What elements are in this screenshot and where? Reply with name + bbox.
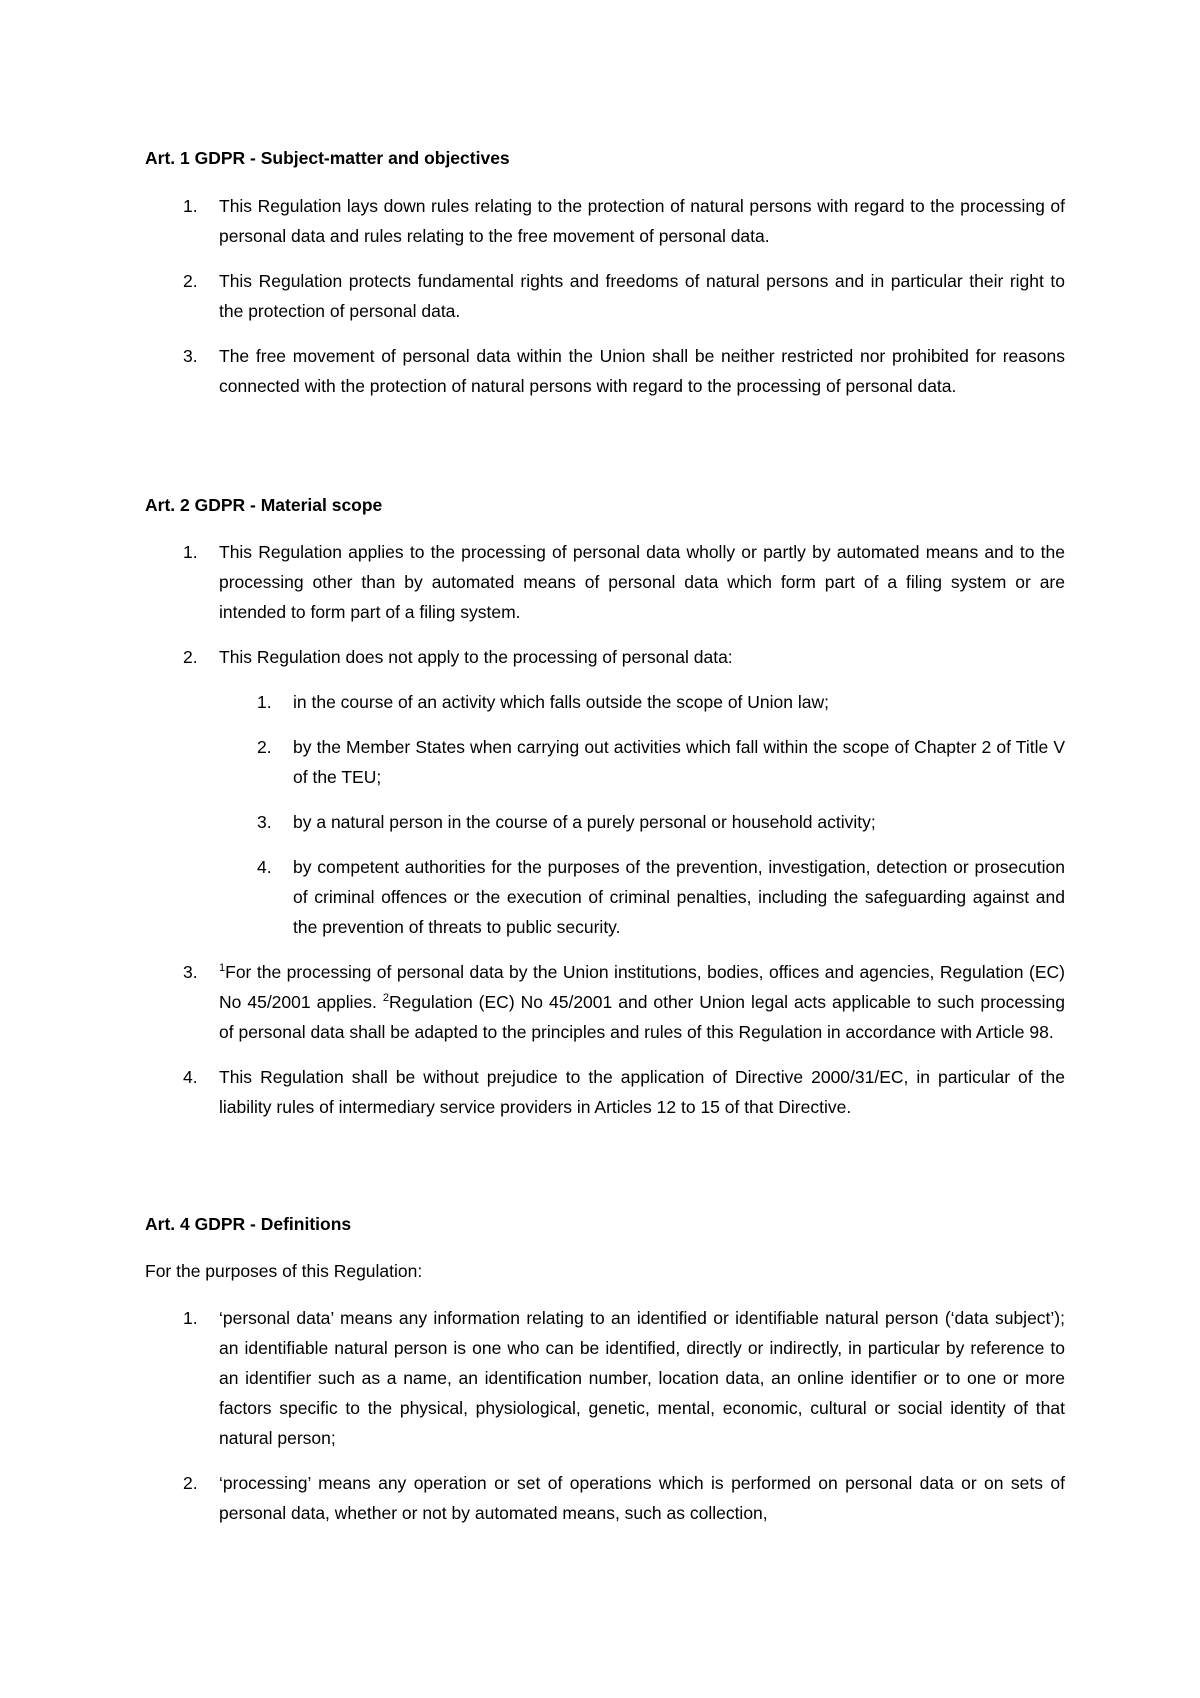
article-1-list (145, 191, 1065, 401)
article-2-item-1 (145, 537, 1065, 627)
article-2-list (145, 537, 1065, 1122)
sentence-number: 1 (219, 962, 226, 975)
list-number: 3. (257, 812, 272, 832)
article-2-item-3 (145, 957, 1065, 1047)
list-number: 1. (183, 1308, 198, 1328)
article-2-subitem-1 (145, 687, 1065, 717)
article-4-item-1 (145, 1303, 1065, 1453)
list-text: Regulation (EC) No 45/2001 and other Union legal acts applicable to such processing of personal data shall be adapted to the principles and rules of this Regulation in accordance with Article 98. (219, 992, 1065, 1042)
article-1-item-2 (145, 266, 1065, 326)
list-text: The free movement of personal data within the Union shall be neither restricted nor prohibited for reasons connected with the protection of natural persons with regard to the processing of personal data. (219, 346, 1065, 396)
article-1-item-3 (145, 341, 1065, 401)
list-text: ‘processing’ means any operation or set of operations which is performed on personal data or on sets of personal data, whether or not by automated means, such as collection, (219, 1473, 1065, 1523)
article-1-title: Art. 1 GDPR - Subject-matter and objectives (145, 148, 510, 168)
article-4-intro: For the purposes of this Regulation: (145, 1261, 423, 1281)
article-2-subitem-3 (145, 807, 1065, 837)
list-number: 2. (183, 647, 198, 667)
article-4-list (145, 1303, 1065, 1528)
list-number: 1. (183, 542, 198, 562)
list-text: This Regulation protects fundamental rights and freedoms of natural persons and in particular their right to the protection of personal data. (219, 271, 1065, 321)
list-text: For the processing of personal data by the Union institutions, bodies, offices and agencies, Regulation (EC) No 45/2001 applies. (219, 962, 1065, 1012)
list-text: by the Member States when carrying out activities which fall within the scope of Chapter 2 of Title V of the TEU; (293, 737, 1065, 787)
article-2-subitem-2 (145, 732, 1065, 792)
list-number: 2. (183, 1473, 198, 1493)
list-number: 1. (257, 692, 272, 712)
article-1-item-1 (145, 191, 1065, 251)
list-text: by competent authorities for the purposes of the prevention, investigation, detection or prosecution of criminal offences or the execution of criminal penalties, including the safeguarding against and the prevention of threats to public security. (293, 857, 1065, 937)
article-2-item-2 (145, 642, 1065, 942)
list-number: 2. (183, 271, 198, 291)
list-text: This Regulation lays down rules relating to the protection of natural persons with regard to the processing of personal data and rules relating to the free movement of personal data. (219, 196, 1065, 246)
list-text: by a natural person in the course of a purely personal or household activity; (293, 812, 876, 832)
article-4-title: Art. 4 GDPR - Definitions (145, 1214, 352, 1234)
list-text: This Regulation does not apply to the processing of personal data: (219, 647, 733, 667)
article-2-item-4 (145, 1062, 1065, 1122)
list-text: ‘personal data’ means any information relating to an identified or identifiable natural person (‘data subject’); an identifiable natural person is one who can be identified, directly or indirectly, in particular by reference to an identifier such as a name, an identification number, location data, an online identifier or to one or more factors specific to the physical, physiological, genetic, mental, economic, cultural or social identity of that natural person; (219, 1308, 1065, 1448)
list-text: This Regulation applies to the processing of personal data wholly or partly by automated means and to the processing other than by automated means of personal data which form part of a filing system or are intended to form part of a filing system. (219, 542, 1065, 622)
list-number: 1. (183, 196, 198, 216)
list-number: 4. (183, 1067, 198, 1087)
list-text: in the course of an activity which falls outside the scope of Union law; (293, 692, 829, 712)
sentence-number: 2 (382, 992, 390, 1005)
list-number: 2. (257, 737, 272, 757)
list-number: 3. (183, 346, 198, 366)
article-2-subitem-4 (145, 852, 1065, 942)
list-number: 4. (257, 857, 272, 877)
list-number: 3. (183, 962, 198, 982)
article-2-title: Art. 2 GDPR - Material scope (145, 495, 383, 515)
article-4-item-2 (145, 1468, 1065, 1528)
article-2-sublist (145, 687, 1065, 942)
list-text: This Regulation shall be without prejudice to the application of Directive 2000/31/EC, in particular of the liability rules of intermediary service providers in Articles 12 to 15 of that Directive. (219, 1067, 1065, 1117)
